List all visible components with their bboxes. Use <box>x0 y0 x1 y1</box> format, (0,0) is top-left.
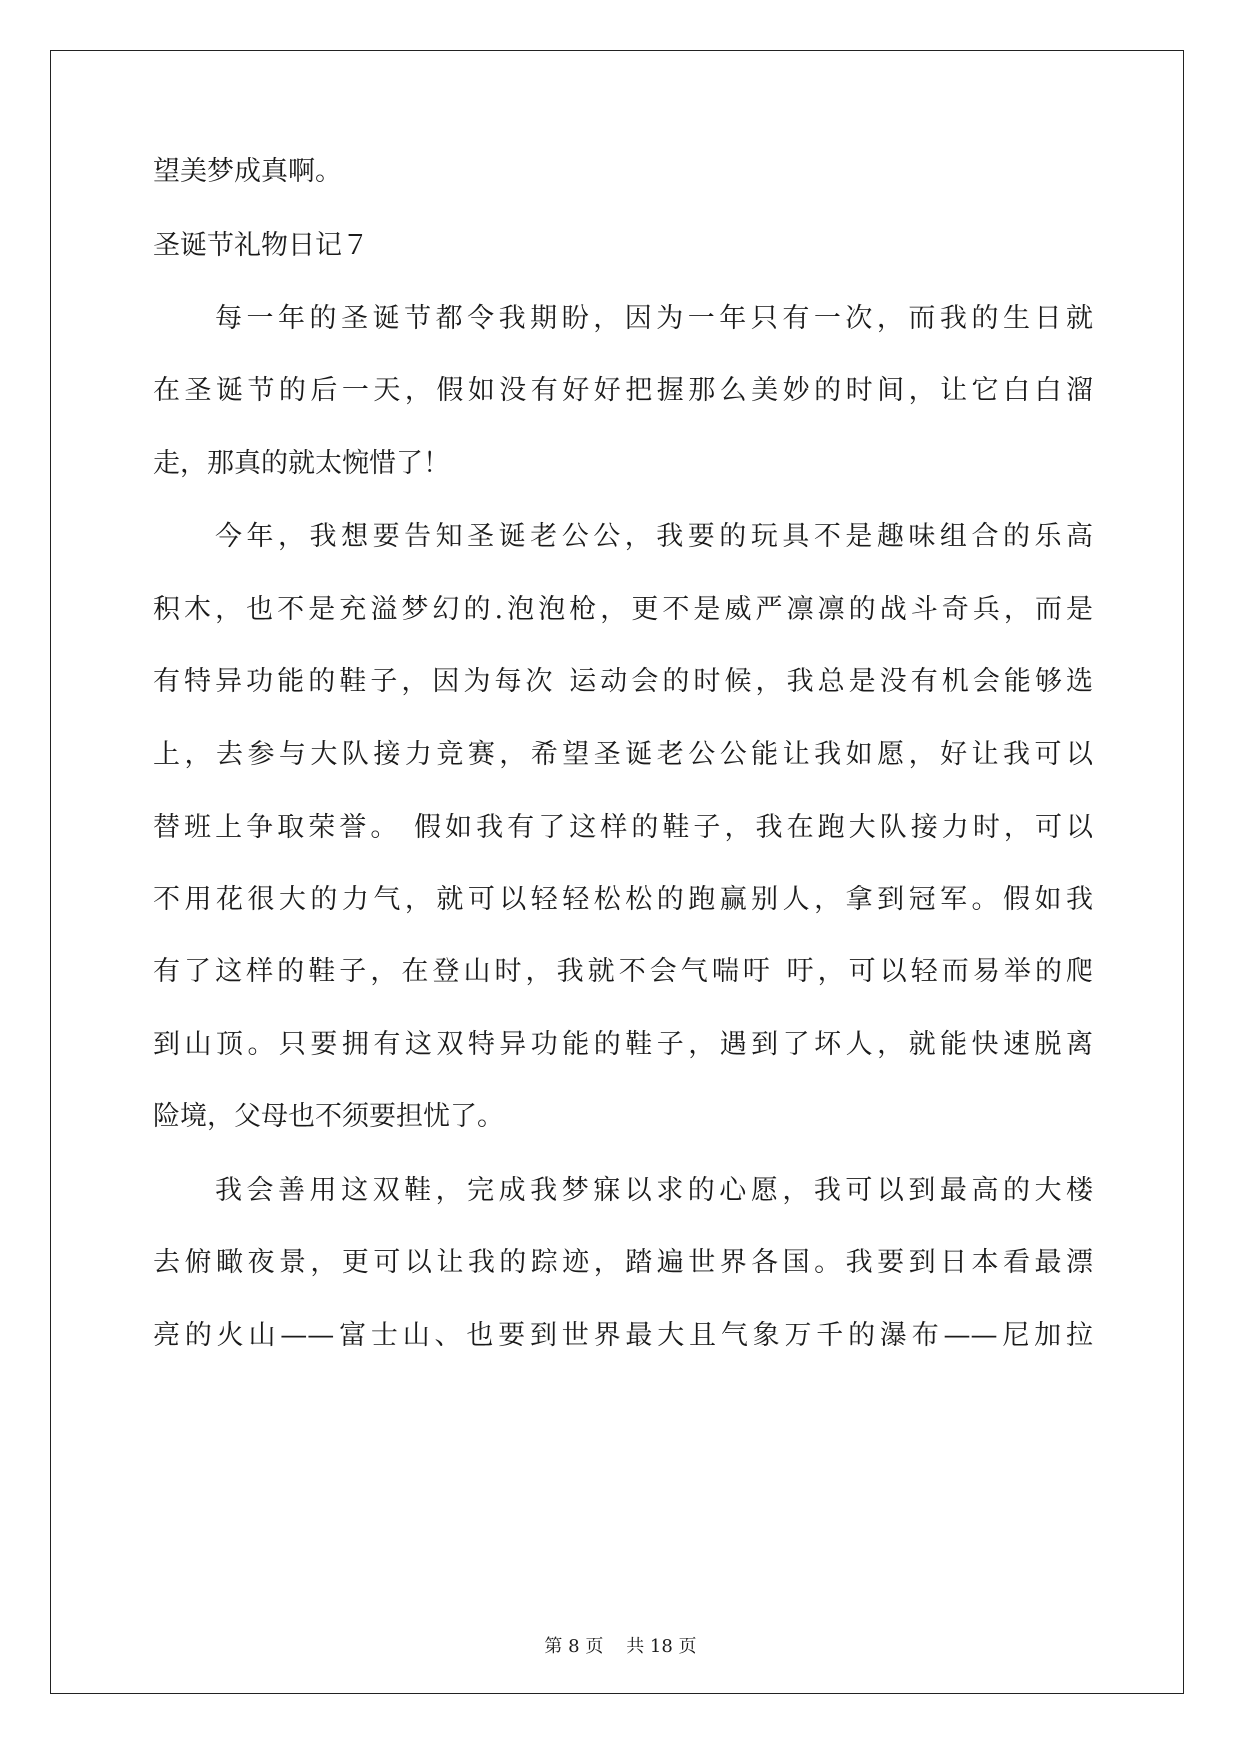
page-footer: 第 8 页 共 18 页 <box>544 1636 697 1657</box>
text-line: 有特异功能的鞋子，因为每次 运动会的时候，我总是没有机会能够选 <box>153 666 1093 697</box>
text-line: 在圣诞节的后一天，假如没有好好把握那么美妙的时间，让它白白溜 <box>153 375 1093 406</box>
text-line: 我会善用这双鞋，完成我梦寐以求的心愿，我可以到最高的大楼 <box>215 1175 1093 1206</box>
text-line: 亮的火山——富士山、也要到世界最大且气象万千的瀑布——尼加拉 <box>153 1320 1093 1351</box>
text-line: 替班上争取荣誉。 假如我有了这样的鞋子，我在跑大队接力时，可以 <box>153 812 1093 843</box>
text-line: 望美梦成真啊。 <box>153 156 342 187</box>
text-line: 每一年的圣诞节都令我期盼，因为一年只有一次，而我的生日就 <box>215 303 1093 334</box>
page-border <box>50 50 1184 1694</box>
text-line: 积木，也不是充溢梦幻的.泡泡枪，更不是威严凛凛的战斗奇兵，而是 <box>153 594 1093 625</box>
text-line: 有了这样的鞋子，在登山时，我就不会气喘吁 吁，可以轻而易举的爬 <box>153 956 1093 987</box>
text-line: 去俯瞰夜景，更可以让我的踪迹，踏遍世界各国。我要到日本看最漂 <box>153 1247 1093 1278</box>
text-line: 走，那真的就太惋惜了！ <box>153 448 450 479</box>
text-line: 险境，父母也不须要担忧了。 <box>153 1101 504 1132</box>
text-line: 今年，我想要告知圣诞老公公，我要的玩具不是趣味组合的乐高 <box>215 521 1093 552</box>
text-line: 不用花很大的力气，就可以轻轻松松的跑赢别人，拿到冠军。假如我 <box>153 884 1093 915</box>
section-heading: 圣诞节礼物日记７ <box>153 230 369 261</box>
text-line: 上，去参与大队接力竞赛，希望圣诞老公公能让我如愿，好让我可以 <box>153 739 1093 770</box>
text-line: 到山顶。只要拥有这双特异功能的鞋子，遇到了坏人，就能快速脱离 <box>153 1029 1093 1060</box>
